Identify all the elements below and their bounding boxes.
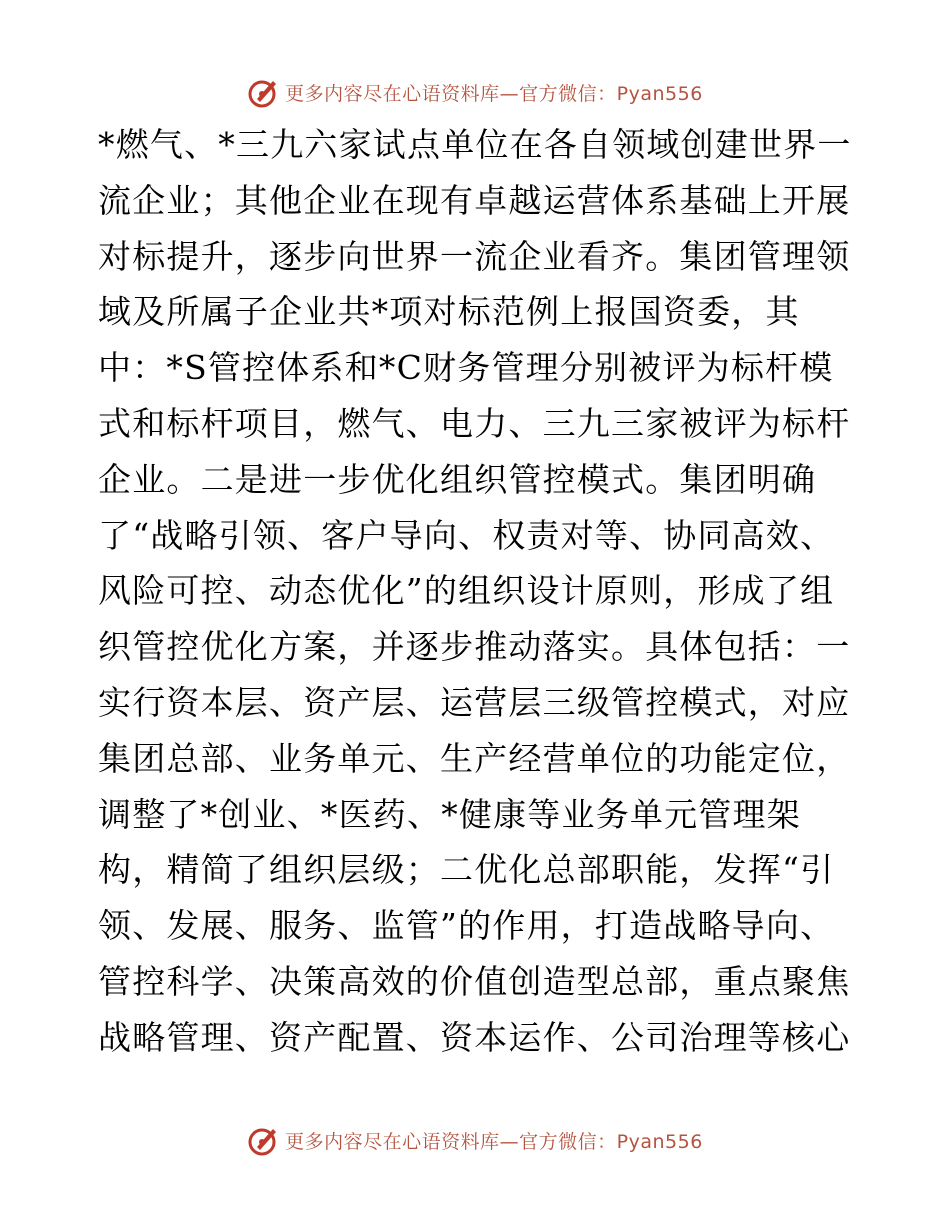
- text-line: 企业。二是进一步优化组织管控模式。集团明确: [98, 459, 817, 499]
- text-line: 中：*S管控体系和*C财务管理分别被评为标杆模: [98, 348, 834, 388]
- header-banner: [0, 72, 950, 112]
- text-line: 了“战略引领、客户导向、权责对等、协同高效、: [98, 515, 835, 555]
- text-line: 对标提升，逐步向世界一流企业看齐。集团管理领: [98, 236, 851, 276]
- text-line: 调整了*创业、*医药、*健康等业务单元管理架: [98, 794, 801, 834]
- text-line: 织管控优化方案，并逐步推动落实。具体包括：一: [98, 627, 851, 667]
- text-line: 流企业；其他企业在现有卓越运营体系基础上开展: [98, 180, 851, 220]
- pen-logo-icon: [247, 75, 281, 109]
- pen-logo-icon: [247, 1123, 281, 1157]
- text-line: 管控科学、决策高效的价值创造型总部，重点聚焦: [98, 961, 851, 1001]
- text-line: 集团总部、业务单元、生产经营单位的功能定位，: [98, 738, 851, 778]
- document-body: [98, 117, 858, 1066]
- header-banner-text: 更多内容尽在心语资料库—官方微信：Pyan556: [285, 82, 703, 105]
- text-line: 构，精简了组织层级；二优化总部职能，发挥“引: [98, 850, 835, 890]
- text-line: *燃气、*三九六家试点单位在各自领域创建世界一: [98, 125, 852, 164]
- text-line: 风险可控、动态优化”的组织设计原则，形成了组: [98, 571, 835, 611]
- footer-banner: [0, 1120, 950, 1160]
- text-line: 战略管理、资产配置、资本运作、公司治理等核心: [98, 1017, 851, 1057]
- footer-banner-text: 更多内容尽在心语资料库—官方微信：Pyan556: [285, 1130, 703, 1153]
- text-line: 实行资本层、资产层、运营层三级管控模式，对应: [98, 682, 851, 722]
- text-line: 式和标杆项目，燃气、电力、三九三家被评为标杆: [98, 403, 851, 443]
- text-line: 领、发展、服务、监管”的作用，打造战略导向、: [98, 906, 835, 946]
- text-line: 域及所属子企业共*项对标范例上报国资委，其: [98, 292, 800, 332]
